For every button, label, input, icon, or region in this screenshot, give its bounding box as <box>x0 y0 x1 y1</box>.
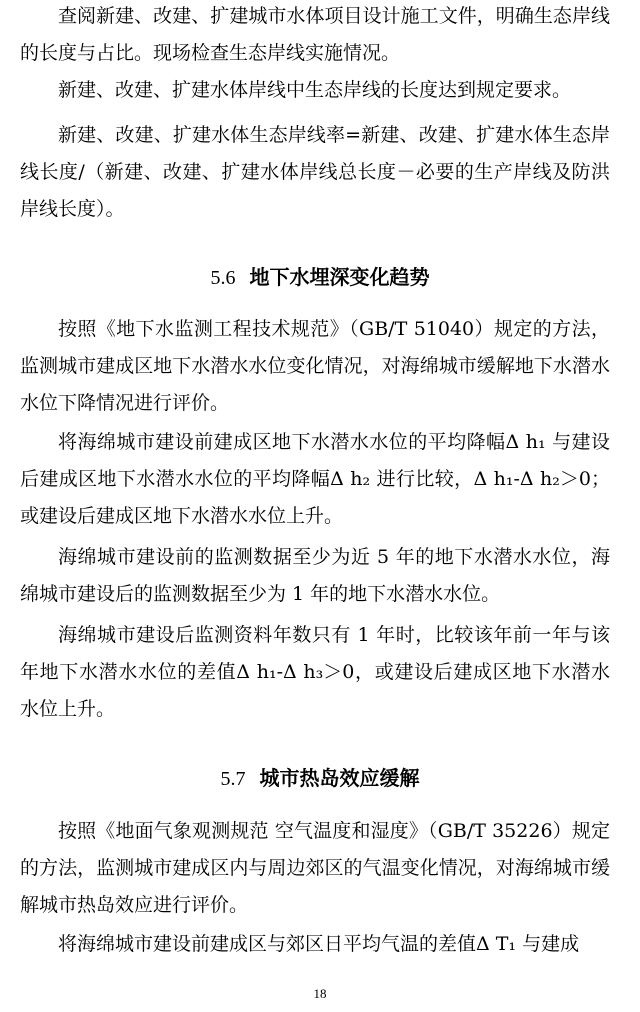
paragraph-groundwater-comparison: 将海绵城市建设前建成区地下水潜水水位的平均降幅Δ h₁ 与建设后建成区地下水潜水水位的平均降幅Δ h₂ 进行比较，Δ h₁-Δ h₂＞0；或建设后建成区地下水潜水水位上升。 <box>20 431 610 527</box>
paragraph-ecological-shoreline-formula: 新建、改建、扩建水体生态岸线率=新建、改建、扩建水体生态岸线长度/（新建、改建、扩建水体岸线总长度－必要的生产岸线及防洪岸线长度）。 <box>20 124 610 220</box>
section-number: 5.6 <box>210 267 236 289</box>
section-heading-5-7 <box>0 763 640 794</box>
paragraph-heat-island-comparison: 将海绵城市建设前建成区与郊区日平均气温的差值Δ T₁ 与建成 <box>58 933 580 955</box>
paragraph-heat-island-method: 按照《地面气象观测规范 空气温度和湿度》（GB/T 35226）规定的方法，监测城市建成区内与周边郊区的气温变化情况，对海绵城市缓解城市热岛效应进行评价。 <box>20 820 610 916</box>
paragraph-groundwater-data-period: 海绵城市建设前的监测数据至少为近 5 年的地下水潜水水位，海绵城市建设后的监测数据至少为 1 年的地下水潜水水位。 <box>20 546 610 605</box>
paragraph-groundwater-method: 按照《地下水监测工程技术规范》（GB/T 51040）规定的方法，监测城市建成区地下水潜水水位变化情况，对海绵城市缓解地下水潜水水位下降情况进行评价。 <box>20 318 610 414</box>
paragraph-ecological-shoreline-requirement: 新建、改建、扩建水体岸线中生态岸线的长度达到规定要求。 <box>58 79 572 101</box>
section-title: 城市热岛效应缓解 <box>259 766 420 790</box>
section-title: 地下水埋深变化趋势 <box>249 265 430 289</box>
paragraph-ecological-shoreline-check: 查阅新建、改建、扩建城市水体项目设计施工文件，明确生态岸线的长度与占比。现场检查生态岸线实施情况。 <box>20 5 610 64</box>
page-number: 18 <box>313 986 327 1001</box>
section-heading-5-6 <box>0 262 640 293</box>
paragraph-groundwater-one-year: 海绵城市建设后监测资料年数只有 1 年时，比较该年前一年与该年地下水潜水水位的差值Δ h₁-Δ h₃＞0，或建设后建成区地下水潜水水位上升。 <box>20 624 610 720</box>
section-number: 5.7 <box>220 768 246 790</box>
